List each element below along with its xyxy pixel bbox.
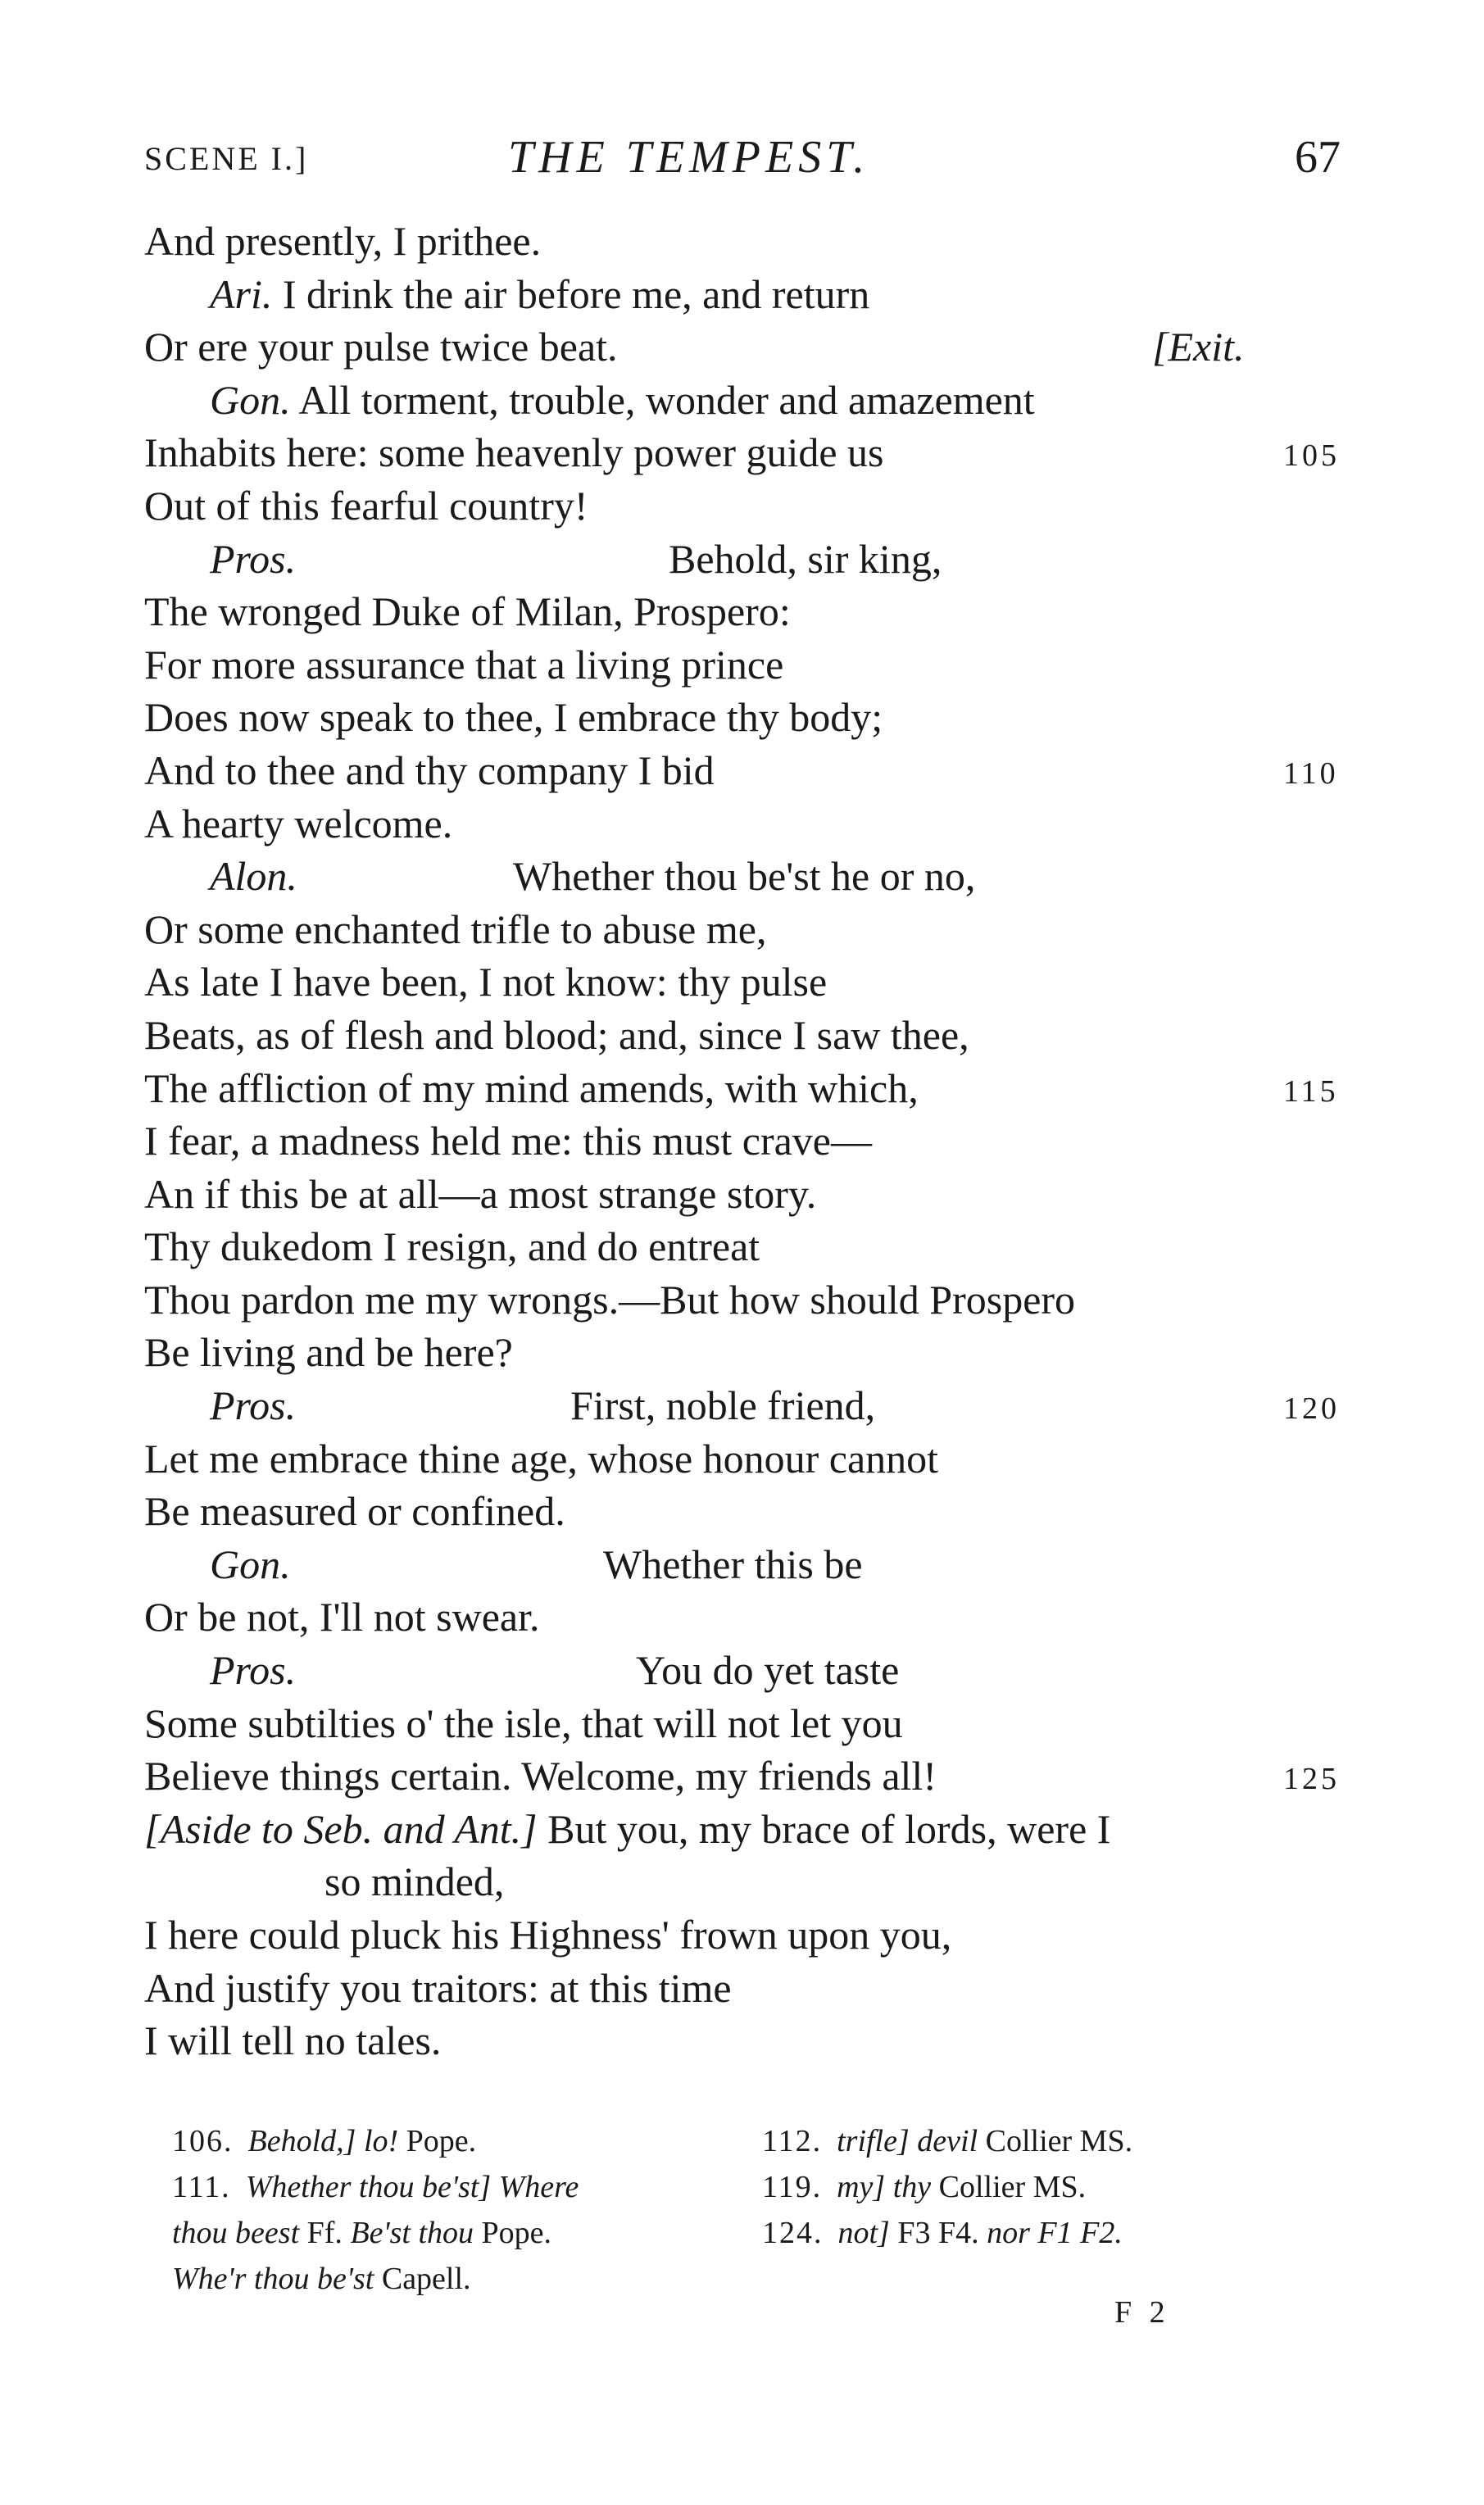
verse-line	[144, 1062, 1373, 1115]
line-text: All torment, trouble, wonder and amazement	[298, 376, 1035, 423]
verse-line	[144, 1432, 1373, 1486]
verse-line	[144, 1379, 1373, 1432]
speaker-name: Pros.	[210, 535, 297, 582]
verse-line	[144, 585, 1373, 638]
line-number: 115	[1283, 1073, 1339, 1109]
line-text: Some subtilties o' the isle, that will not let you	[144, 1699, 903, 1746]
running-head	[0, 131, 1484, 188]
half-line-text: You do yet taste	[636, 1647, 900, 1694]
line-text: I fear, a madness held me: this must crave—	[144, 1118, 872, 1164]
half-line-text: Whether thou be'st he or no,	[513, 853, 976, 900]
line-text: The affliction of my mind amends, with which,	[144, 1064, 919, 1111]
footnote-reading: Be'st thou	[350, 2216, 474, 2250]
line-text: But you, my brace of lords, were I	[547, 1805, 1111, 1852]
verse-line	[144, 1114, 1373, 1168]
footnotes-right-column	[762, 2118, 1221, 2256]
verse-line	[144, 215, 1373, 268]
line-text: Beats, as of flesh and blood; and, since I saw thee,	[144, 1011, 969, 1058]
footnote-line-ref: 119.	[762, 2170, 823, 2204]
footnote-lemma: Whether thou be'st]	[245, 2170, 492, 2204]
half-line-text: First, noble friend,	[570, 1382, 876, 1429]
line-text: Inhabits here: some heavenly power guide us	[144, 429, 884, 476]
speaker-name: Pros.	[210, 1382, 297, 1429]
verse-line	[144, 850, 1373, 903]
verse-line	[144, 1908, 1373, 1962]
footnote-lemma: not]	[837, 2216, 890, 2250]
speaker-name: Gon.	[210, 376, 291, 423]
verse-line	[144, 1962, 1373, 2015]
line-text: Be living and be here?	[144, 1329, 513, 1376]
footnote-reading: Where	[498, 2170, 579, 2204]
footnote-source: Collier MS.	[985, 2124, 1133, 2158]
verse-line	[144, 1591, 1373, 1644]
line-text: Or some enchanted trifle to abuse me,	[144, 905, 767, 952]
verse-line	[144, 955, 1373, 1009]
footnote-source: Ff.	[306, 2216, 343, 2250]
footnote-reading: Whe'r thou be'st	[172, 2262, 374, 2296]
speaker-name: Gon.	[210, 1541, 291, 1587]
footnote	[762, 2210, 1221, 2256]
footnote	[172, 2118, 697, 2164]
line-text: I here could pluck his Highness' frown upon you,	[144, 1912, 952, 1958]
footnote-source: Collier MS.	[938, 2170, 1087, 2204]
footnote-line-ref: 111.	[172, 2170, 231, 2204]
verse-line	[144, 797, 1373, 851]
footnotes-left-column	[172, 2118, 697, 2302]
footnote	[172, 2210, 697, 2256]
line-text: Out of this fearful country!	[144, 482, 588, 529]
footnote	[762, 2164, 1221, 2210]
verse-line	[144, 533, 1373, 586]
verse-line	[144, 744, 1373, 797]
verse-line	[144, 1749, 1373, 1803]
footnote-reading: devil	[917, 2124, 978, 2158]
verse-line	[144, 1220, 1373, 1273]
footnote	[172, 2164, 697, 2210]
half-line-text: Behold, sir king,	[669, 535, 942, 582]
signature-mark: F 2	[1114, 2295, 1170, 2330]
line-number: 110	[1283, 756, 1339, 791]
footnote-source: nor F1 F2.	[987, 2216, 1123, 2250]
verse-line	[144, 1485, 1373, 1538]
verse-text	[144, 215, 1373, 2067]
line-number: 125	[1283, 1762, 1340, 1797]
line-text: Let me embrace thine age, whose honour cannot	[144, 1435, 939, 1482]
line-text: And presently, I prithee.	[144, 218, 542, 264]
verse-line	[144, 1855, 1373, 1908]
verse-line	[144, 903, 1373, 956]
line-text: For more assurance that a living prince	[144, 641, 784, 688]
page-number: 67	[1295, 132, 1341, 183]
line-text: An if this be at all—a most strange story.	[144, 1170, 817, 1217]
line-text: A hearty welcome.	[144, 800, 453, 846]
verse-line	[144, 1168, 1373, 1221]
verse-line	[144, 426, 1373, 479]
scene-label: SCENE I.]	[144, 140, 309, 177]
play-title: THE TEMPEST.	[508, 132, 870, 183]
line-number: 120	[1283, 1391, 1340, 1427]
verse-line	[144, 1644, 1373, 1697]
footnote-lemma: Behold,]	[247, 2124, 356, 2158]
footnote	[762, 2118, 1221, 2164]
footnote-reading: F3 F4.	[897, 2216, 979, 2250]
footnote	[172, 2256, 697, 2302]
line-text: Does now speak to thee, I embrace thy body;	[144, 694, 883, 741]
verse-line	[144, 268, 1373, 321]
footnote-line-ref: 112.	[762, 2124, 823, 2158]
line-text: And to thee and thy company I bid	[144, 747, 715, 793]
footnote-reading: lo!	[363, 2124, 399, 2158]
verse-line	[144, 1009, 1373, 1062]
footnote-reading: thy	[892, 2170, 932, 2204]
speaker-name: Pros.	[210, 1647, 297, 1694]
line-text: Or be not, I'll not swear.	[144, 1594, 540, 1641]
line-text: As late I have been, I not know: thy pulse	[144, 959, 828, 1005]
continuation-text: so minded,	[324, 1858, 505, 1905]
verse-line	[144, 374, 1373, 427]
line-text: Thy dukedom I resign, and do entreat	[144, 1223, 760, 1270]
verse-line	[144, 638, 1373, 692]
line-text: Be measured or confined.	[144, 1488, 565, 1535]
footnote-source: Pope.	[481, 2216, 552, 2250]
line-text: Thou pardon me my wrongs.—But how should Prospero	[144, 1276, 1076, 1323]
verse-line	[144, 1273, 1373, 1327]
stage-direction-exit: [Exit.	[1152, 324, 1245, 370]
verse-line	[144, 691, 1373, 744]
verse-line	[144, 1697, 1373, 1750]
line-text: And justify you traitors: at this time	[144, 1964, 732, 2011]
verse-line	[144, 2014, 1373, 2067]
line-text: I drink the air before me, and return	[282, 270, 870, 317]
half-line-text: Whether this be	[603, 1541, 863, 1587]
line-text: I will tell no tales.	[144, 2017, 442, 2064]
footnote-lemma: trifle]	[837, 2124, 910, 2158]
line-number: 105	[1283, 438, 1340, 474]
footnote-reading: thou beest	[172, 2216, 300, 2250]
verse-line	[144, 1326, 1373, 1379]
verse-line	[144, 1803, 1373, 1856]
speaker-name: Ari.	[210, 270, 273, 317]
line-text: Believe things certain. Welcome, my friends all!	[144, 1753, 937, 1799]
footnote-source: Pope.	[406, 2124, 477, 2158]
footnote-source: Capell.	[381, 2262, 471, 2296]
speaker-name: Alon.	[210, 853, 297, 900]
line-text: The wronged Duke of Milan, Prospero:	[144, 588, 791, 635]
verse-line	[144, 479, 1373, 533]
line-text: Or ere your pulse twice beat.	[144, 324, 618, 370]
footnote-line-ref: 124.	[762, 2216, 824, 2250]
verse-line	[144, 320, 1373, 374]
footnote-line-ref: 106.	[172, 2124, 234, 2158]
stage-direction: [Aside to Seb. and Ant.]	[144, 1805, 538, 1852]
verse-line	[144, 1538, 1373, 1591]
footnote-lemma: my]	[837, 2170, 886, 2204]
